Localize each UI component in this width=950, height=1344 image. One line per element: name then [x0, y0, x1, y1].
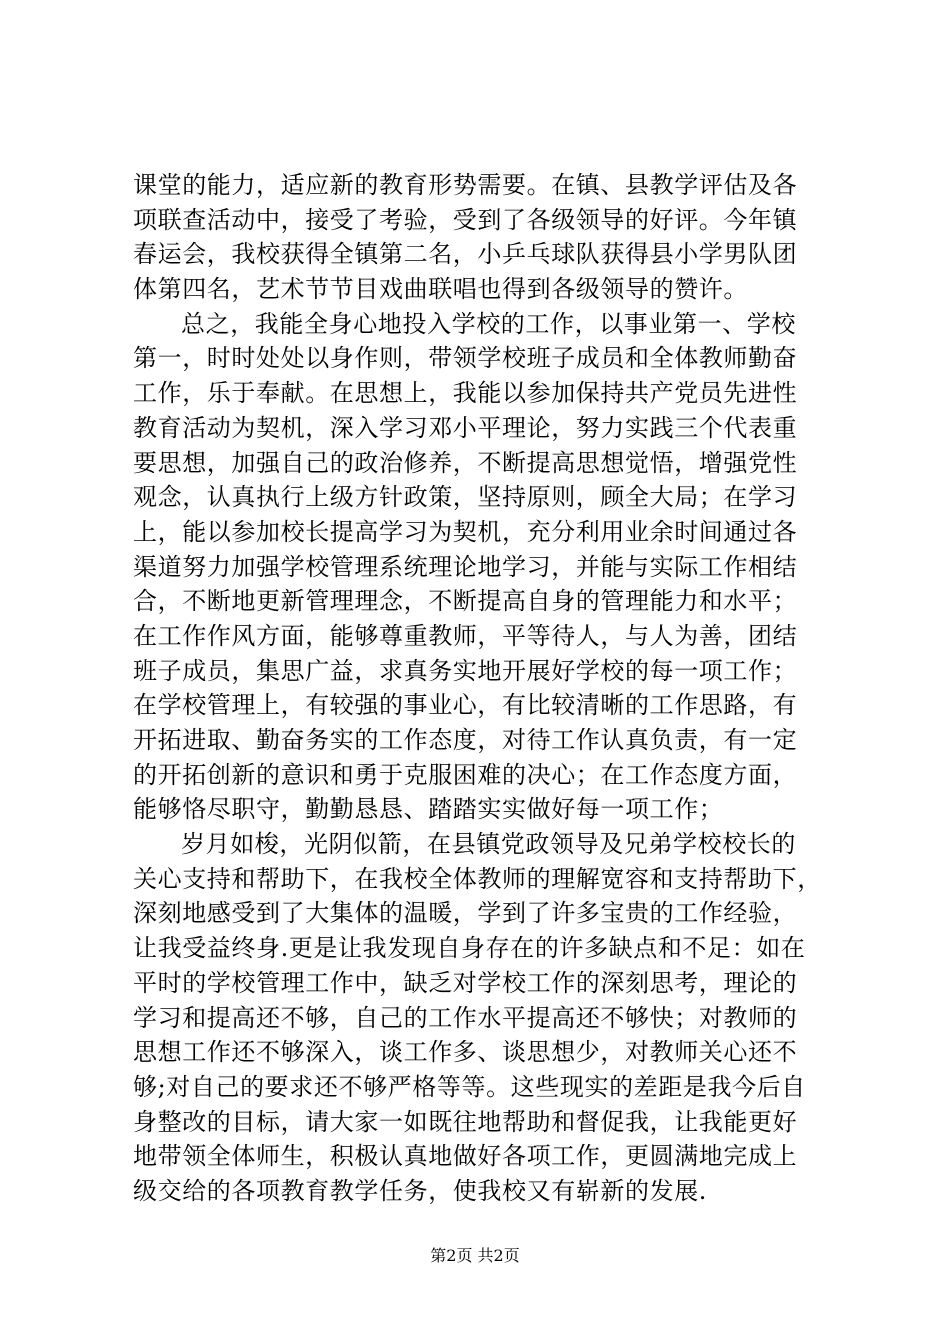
- text-line: 体第四名，艺术节节目戏曲联唱也得到各级领导的赞许。: [133, 275, 748, 304]
- text-line: 的开拓创新的意识和勇于克服困难的决心；在工作态度方面，: [133, 760, 798, 789]
- text-line: 能够恪尽职守，勤勤恳恳、踏踏实实做好每一项工作；: [133, 795, 724, 824]
- text-line: 让我受益终身.更是让我发现自身存在的许多缺点和不足：如在: [133, 934, 806, 963]
- text-line: 关心支持和帮助下，在我校全体教师的理解宽容和支持帮助下，: [133, 864, 822, 893]
- text-line: 渠道努力加强学校管理系统理论地学习，并能与实际工作相结: [133, 552, 798, 581]
- text-line: 上，能以参加校长提高学习为契机，充分利用业余时间通过各: [133, 517, 798, 546]
- text-line: 要思想，加强自己的政治修养，不断提高思想觉悟，增强党性: [133, 448, 798, 477]
- text-line: 观念，认真执行上级方针政策，坚持原则，顾全大局；在学习: [133, 483, 798, 512]
- text-line: 平时的学校管理工作中，缺乏对学校工作的深刻思考，理论的: [133, 968, 798, 997]
- text-line: 班子成员，集思广益，求真务实地开展好学校的每一项工作；: [133, 656, 798, 685]
- text-line: 春运会，我校获得全镇第二名，小乒乓球队获得县小学男队团: [133, 240, 798, 269]
- page-number-footer: 第2页 共2页: [430, 1246, 520, 1265]
- text-line: 项联查活动中，接受了考验，受到了各级领导的好评。今年镇: [133, 205, 798, 234]
- text-line: 课堂的能力，适应新的教育形势需要。在镇、县教学评估及各: [133, 171, 798, 199]
- text-line: 第一，时时处处以身作则，带领学校班子成员和全体教师勤奋: [133, 344, 798, 373]
- text-line: 身整改的目标，请大家一如既往地帮助和督促我，让我能更好: [133, 1107, 798, 1136]
- text-line: 在工作作风方面，能够尊重教师，平等待人，与人为善，团结: [133, 621, 798, 650]
- text-line: 教育活动为契机，深入学习邓小平理论，努力实践三个代表重: [133, 413, 798, 442]
- text-line: 开拓进取、勤奋务实的工作态度，对待工作认真负责，有一定: [133, 726, 798, 754]
- paragraph-first-line: 总之，我能全身心地投入学校的工作，以事业第一、学校: [181, 309, 796, 338]
- text-line: 在学校管理上，有较强的事业心，有比较清晰的工作思路，有: [133, 691, 798, 720]
- text-line: 合，不断地更新管理理念，不断提高自身的管理能力和水平；: [133, 587, 798, 616]
- text-line: 级交给的各项教育教学任务，使我校又有崭新的发展.: [133, 1176, 708, 1205]
- text-line: 地带领全体师生，积极认真地做好各项工作，更圆满地完成上: [133, 1142, 798, 1171]
- text-line: 深刻地感受到了大集体的温暖，学到了许多宝贵的工作经验，: [133, 899, 798, 928]
- text-line: 够;对自己的要求还不够严格等等。这些现实的差距是我今后自: [133, 1072, 806, 1101]
- paragraph-first-line: 岁月如梭，光阴似箭，在县镇党政领导及兄弟学校校长的: [181, 830, 796, 859]
- text-line: 思想工作还不够深入，谈工作多、谈思想少，对教师关心还不: [133, 1038, 798, 1067]
- text-line: 工作，乐于奉献。在思想上，我能以参加保持共产党员先进性: [133, 379, 798, 408]
- text-line: 学习和提高还不够，自己的工作水平提高还不够快；对教师的: [133, 1003, 798, 1032]
- document-body: [133, 168, 833, 1209]
